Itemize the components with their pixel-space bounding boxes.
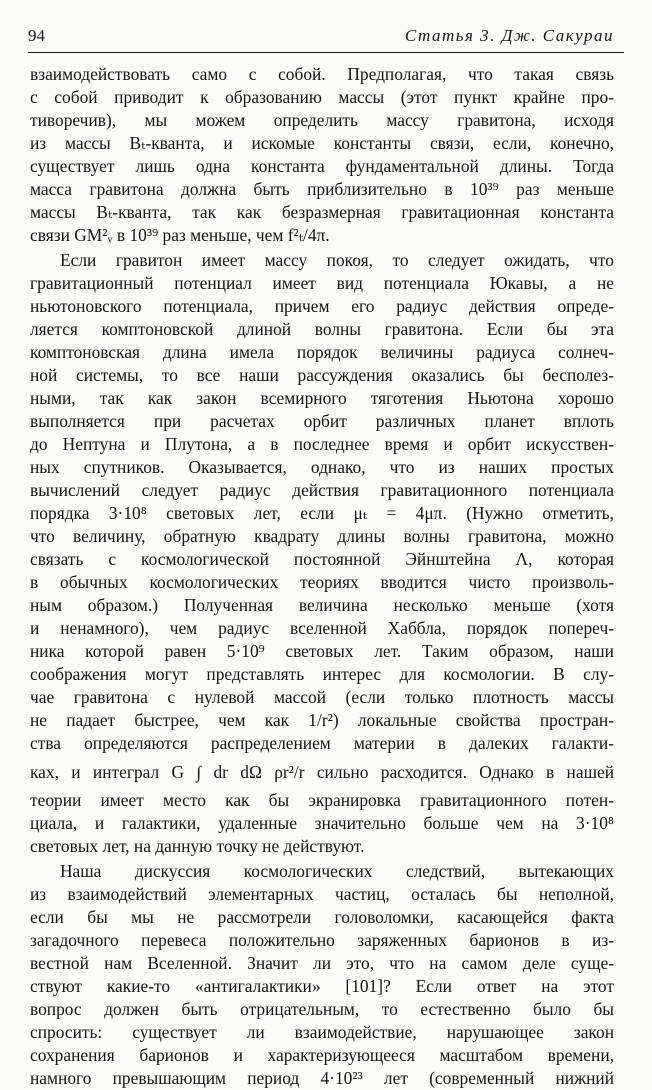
text-line: ными, так как закон всемирного тяготения Ньютона хорошо: [30, 388, 614, 408]
text-line: масса гравитона должна быть приблизительно в 10³⁹ раз меньше: [30, 179, 614, 199]
text-line: ным образом.) Полученная величина несколько меньше (хотя: [30, 595, 614, 615]
text-line: связать с космологической постоянной Эйнштейна Λ, которая: [30, 549, 614, 569]
text-line: намного превышающим период 4·10²³ лет (современный нижний: [30, 1068, 614, 1088]
text-line: не падает быстрее, чем как 1/r²) локальные свойства простран-: [30, 710, 614, 730]
text-line: из массы Bₜ-кванта, и искомые константы связи, если, конечно,: [30, 133, 614, 153]
text-line: из взаимодействий элементарных частиц, осталась бы неполной,: [30, 884, 614, 904]
text-line: что величину, обратную квадрату длины волны гравитона, можно: [30, 526, 614, 546]
text-line: ника которой равен 5·10⁹ световых лет. Таким образом, наши: [30, 641, 614, 661]
text-line: вычислений следует радиус действия гравитационного потенциала: [30, 480, 614, 500]
text-line: массы Bₜ-кванта, так как безразмерная гравитационная константа: [30, 202, 614, 222]
text-line: ных спутников. Оказывается, однако, что из наших простых: [30, 457, 614, 477]
text-line: комптоновская длина имела порядок величины радиуса солнеч-: [30, 342, 614, 362]
text-line: загадочного перевеса положительно заряженных барионов в из-: [30, 930, 614, 950]
running-title: Статья 3. Дж. Сакураи: [404, 26, 614, 45]
text-line: в обычных космологических теориях вводится чисто произволь-: [30, 572, 614, 592]
text-line: Если гравитон имеет массу покоя, то следует ожидать, что: [60, 250, 614, 270]
text-line: ствуют какие-то «антигалактики» [101]? Если ответ на этот: [30, 976, 614, 996]
text-line: сохранения барионов и характеризующееся масштабом времени,: [30, 1045, 614, 1065]
text-line: ства определяются распределением материи в далеких галакти-: [30, 733, 614, 753]
text-line: вестной нам Вселенной. Значит ли это, что на самом деле суще-: [30, 953, 614, 973]
text-line: ньютоновского потенциала, причем его радиус действия опреде-: [30, 296, 614, 316]
text-line: ной системы, то все наши рассуждения оказались бы бесполез-: [30, 365, 614, 385]
header-rule: [28, 52, 624, 53]
page-number: 94: [28, 26, 45, 45]
text-line: если бы мы не рассмотрели головоломки, касающейся факта: [30, 907, 614, 927]
text-line: ляется комптоновской длиной волны гравитона. Если бы эта: [30, 319, 614, 339]
text-line: спросить: существует ли взаимодействие, нарушающее закон: [30, 1022, 614, 1042]
text-line: с собой приводит к образованию массы (этот пункт крайне про-: [30, 87, 614, 107]
running-header: [28, 26, 622, 50]
text-line: гравитационный потенциал имеет вид потенциала Юкавы, а не: [30, 273, 614, 293]
text-line: и ненамного), чем радиус вселенной Хаббла, порядок попереч-: [30, 618, 614, 638]
text-line: выполняется при расчетах орбит различных планет вплоть: [30, 411, 614, 431]
text-line: Наша дискуссия космологических следствий, вытекающих: [60, 861, 614, 881]
text-line: связи GM²ᵥ в 10³⁹ раз меньше, чем f²ₜ/4π.: [30, 225, 330, 245]
text-line: соображения могут представлять интерес для космологии. В слу-: [30, 664, 614, 684]
text-line: теории имеет место как бы экранировка гравитационного потен-: [30, 790, 614, 810]
text-line: порядка 3·10⁸ световых лет, если μₜ = 4μπ. (Нужно отметить,: [30, 503, 614, 523]
text-line: тиворечив), мы можем определить массу гравитона, исходя: [30, 110, 614, 130]
text-line: вопрос должен быть отрицательным, то естественно было бы: [30, 999, 614, 1019]
text-line: чае гравитона с нулевой массой (если только плотность массы: [30, 687, 614, 707]
integral-line: ках, и интеграл G ∫ dr dΩ ρr²/r сильно расходится. Однако в нашей: [30, 762, 614, 782]
text-line: световых лет, на данную точку не действуют.: [30, 836, 365, 856]
body-text: [30, 63, 614, 1090]
text-line: до Нептуна и Плутона, а в последнее время и орбит искусствен-: [30, 434, 614, 454]
text-line: циала, и галактики, удаленные значительно больше чем на 3·10⁸: [30, 813, 614, 833]
text-line: взаимодействовать само с собой. Предполагая, что такая связь: [30, 64, 614, 84]
text-line: существует лишь одна константа фундаментальной длины. Тогда: [30, 156, 614, 176]
